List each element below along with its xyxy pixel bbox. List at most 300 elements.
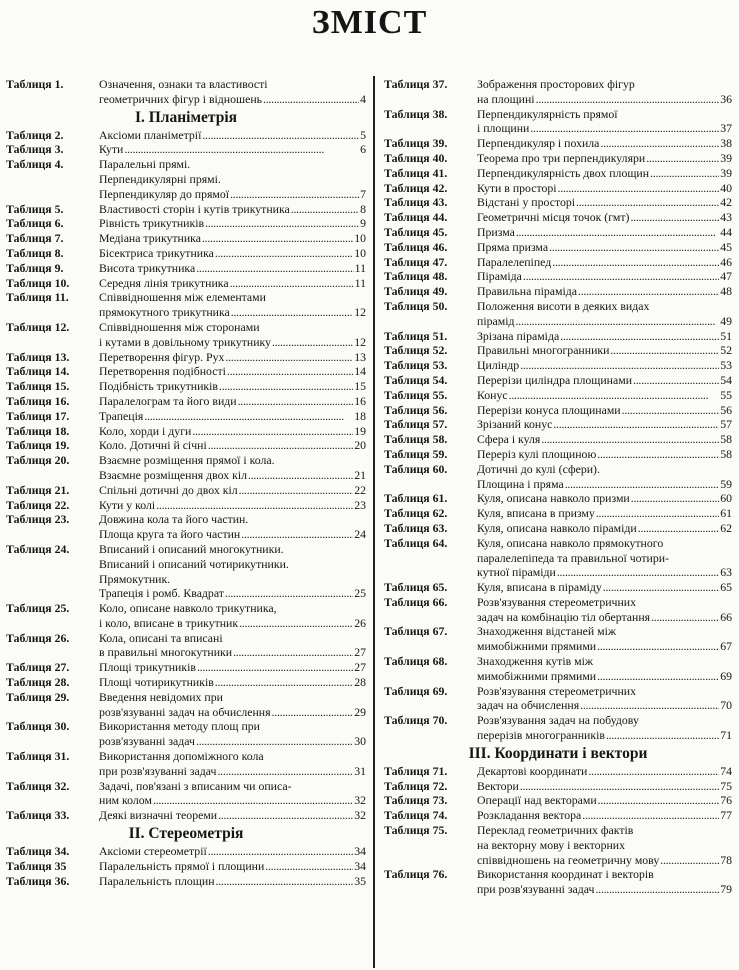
dot-leader: [225, 586, 353, 601]
toc-entry[interactable]: [6, 424, 366, 439]
entry-title-text: на векторну мову і векторних: [477, 837, 626, 852]
toc-entry[interactable]: [6, 276, 366, 291]
entry-title-text: Аксіоми планіметрії: [99, 127, 202, 142]
toc-entry[interactable]: [6, 202, 366, 217]
page-number: 29: [354, 704, 366, 719]
page-number: 47: [720, 269, 732, 284]
page-number: 57: [720, 417, 732, 432]
dot-leader: [557, 565, 719, 580]
section-heading: II. Стереометрія: [128, 825, 244, 843]
dot-leader: [536, 92, 720, 107]
toc-entry[interactable]: [384, 867, 732, 897]
dot-leader: [272, 705, 354, 720]
dot-leader: [248, 468, 353, 483]
entry-line: [477, 136, 732, 151]
entry-line: [477, 698, 732, 713]
entry-title-text: при розв'язуванні задач: [477, 882, 595, 897]
entry-title-text: Задачі, пов'язані з вписаним чи описа-: [99, 778, 292, 793]
entry-title-text: Деякі визначні теореми: [99, 808, 218, 823]
dot-leader: [219, 379, 353, 394]
entry-body: [99, 779, 366, 809]
toc-right-column: [384, 77, 732, 897]
entry-body: [477, 624, 732, 654]
entry-title-text: Перпендикулярність прямої: [477, 106, 618, 121]
dot-leader: [217, 764, 353, 779]
entry-body: [477, 491, 732, 506]
toc-entry[interactable]: [6, 749, 366, 779]
dot-leader: [225, 350, 353, 365]
page-number: 53: [720, 358, 732, 373]
entry-title-text: прямокутного трикутника: [99, 305, 230, 320]
entry-title-text: Кола, описані та вписані: [99, 630, 223, 645]
entry-label: Таблиця 23.: [6, 512, 70, 527]
entry-title-text: Перпендикулярні прямі.: [99, 171, 221, 186]
entry-label: Таблиця 14.: [6, 364, 70, 379]
entry-label: Таблиця 36.: [6, 873, 70, 888]
entry-label: Таблиця 38.: [384, 106, 448, 121]
entry-line: [99, 394, 366, 409]
entry-title-text: Геометричні місця точок (гмт): [477, 210, 630, 225]
toc-entry[interactable]: [384, 195, 732, 210]
entry-title-text: і коло, вписане в трикутник: [99, 615, 239, 630]
toc-entry[interactable]: [384, 225, 732, 240]
toc-entry[interactable]: [384, 299, 732, 329]
toc-entry[interactable]: [6, 542, 366, 601]
toc-entry[interactable]: [6, 874, 366, 889]
entry-body: [99, 320, 366, 350]
entry-label: Таблиця 51.: [384, 328, 448, 343]
entry-title-text: Взаємне розміщення двох кіл: [99, 467, 247, 482]
toc-entry[interactable]: [6, 675, 366, 690]
entry-title-text: Куля, описана навколо прямокутного: [477, 535, 664, 550]
entry-body: [477, 447, 732, 462]
entry-title-text: Положення висоти в деяких видах: [477, 298, 650, 313]
entry-title-text: Перпендикуляр і похила: [477, 136, 600, 151]
toc-entry[interactable]: [384, 793, 732, 808]
entry-line: [99, 335, 366, 350]
entry-line: [477, 299, 732, 314]
page-number: 12: [354, 305, 366, 320]
entry-title-text: Трапеція і ромб. Квадрат: [99, 586, 224, 601]
toc-entry[interactable]: [6, 320, 366, 350]
entry-line: [477, 388, 732, 403]
toc-entry[interactable]: [6, 483, 366, 498]
entry-title-text: Паралелепіпед: [477, 254, 552, 269]
page-number: 28: [354, 675, 366, 690]
toc-entry[interactable]: [6, 394, 366, 409]
entry-line: [99, 438, 366, 453]
entry-label: Таблиця 67.: [384, 624, 448, 639]
entry-body: [477, 580, 732, 595]
entry-label: Таблиця 3.: [6, 142, 64, 157]
page-number: 56: [720, 402, 732, 417]
entry-label: Таблиця 24.: [6, 541, 70, 556]
toc-entry[interactable]: [6, 631, 366, 661]
toc-entry[interactable]: [384, 580, 732, 595]
entry-label: Таблиця 76.: [384, 867, 448, 882]
entry-title-text: Введення невідомих при: [99, 689, 223, 704]
entry-label: Таблиця 61.: [384, 491, 448, 506]
entry-title-text: Площі чотирикутників: [99, 675, 214, 690]
toc-entry[interactable]: [384, 136, 732, 151]
dot-leader: [265, 859, 353, 874]
entry-line: [477, 779, 732, 794]
entry-label: Таблиця 6.: [6, 216, 64, 231]
page-number: 77: [720, 808, 732, 823]
entry-label: Таблиця 46.: [384, 239, 448, 254]
dot-leader: [650, 166, 719, 181]
entry-line: [477, 181, 732, 196]
entry-title-text: розв'язуванні задач: [99, 734, 195, 749]
entry-line: [99, 844, 366, 859]
toc-entry[interactable]: [6, 844, 366, 859]
toc-entry[interactable]: [6, 350, 366, 365]
toc-entry[interactable]: [384, 329, 732, 344]
entry-line: [99, 705, 366, 720]
entry-label: Таблиця 71.: [384, 763, 448, 778]
dot-leader: [520, 358, 719, 373]
toc-entry[interactable]: [6, 231, 366, 246]
dot-leader: [597, 447, 719, 462]
entry-line: [99, 645, 366, 660]
entry-line: [99, 527, 366, 542]
entry-title-text: Зрізаний конус: [477, 417, 553, 432]
entry-body: [477, 151, 732, 166]
entry-label: Таблиця 56.: [384, 402, 448, 417]
entry-label: Таблиця 25.: [6, 601, 70, 616]
toc-entry[interactable]: [6, 379, 366, 394]
dot-leader: [630, 210, 719, 225]
entry-line: [477, 462, 732, 477]
toc-entry[interactable]: [6, 290, 366, 320]
entry-line: [477, 639, 732, 654]
page-number: 27: [354, 645, 366, 660]
entry-title-text: Спільні дотичні до двох кіл: [99, 482, 238, 497]
toc-entry[interactable]: [384, 181, 732, 196]
entry-title-text: Теорема про три перпендикуляри: [477, 150, 646, 165]
entry-title-text: Прямокутник.: [99, 571, 171, 586]
page-number: 43: [720, 210, 732, 225]
page-number: 44: [720, 224, 732, 239]
toc-entry[interactable]: [384, 284, 732, 299]
entry-title-text: Перерізи конуса площинами: [477, 402, 621, 417]
toc-entry[interactable]: [384, 151, 732, 166]
page-number: 13: [354, 349, 366, 364]
page-number: 10: [354, 231, 366, 246]
dot-leader: [622, 403, 720, 418]
page-number: 60: [720, 491, 732, 506]
entry-title-text: Коло, хорди і дуги: [99, 423, 192, 438]
toc-entry[interactable]: [6, 512, 366, 542]
page-number: 23: [354, 497, 366, 512]
toc-entry[interactable]: [6, 364, 366, 379]
dot-leader: [202, 231, 353, 246]
entry-title-text: при розв'язуванні задач: [99, 763, 217, 778]
dot-leader: [509, 388, 720, 403]
toc-entry[interactable]: [6, 808, 366, 823]
entry-title-text: Знаходження відстаней між: [477, 624, 617, 639]
page-number: 12: [354, 334, 366, 349]
entry-label: Таблиця 72.: [384, 778, 448, 793]
entry-body: [99, 483, 366, 498]
entry-body: [477, 255, 732, 270]
page-number: 62: [720, 520, 732, 535]
entry-title-text: Взаємне розміщення прямої і кола.: [99, 453, 275, 468]
entry-line: [477, 166, 732, 181]
entry-label: Таблиця 54.: [384, 372, 448, 387]
entry-title-text: Паралельні прямі.: [99, 157, 191, 172]
entry-body: [477, 823, 732, 867]
dot-leader: [578, 284, 719, 299]
entry-label: Таблиця 27.: [6, 660, 70, 675]
toc-entry[interactable]: [6, 246, 366, 261]
page-number: 34: [354, 844, 366, 859]
entry-title-text: Розв'язування стереометричних: [477, 683, 637, 698]
entry-body: [99, 290, 366, 320]
entry-line: [99, 92, 366, 107]
page-number: 36: [720, 91, 732, 106]
entry-title-text: Куля, вписана в піраміду: [477, 580, 602, 595]
toc-entry[interactable]: [6, 157, 366, 201]
toc-entry[interactable]: [6, 216, 366, 231]
page-number: 9: [360, 216, 366, 231]
toc-entry[interactable]: [384, 240, 732, 255]
toc-entry[interactable]: [384, 269, 732, 284]
entry-label: Таблиця 21.: [6, 482, 70, 497]
entry-line: [99, 246, 366, 261]
dot-leader: [520, 779, 719, 794]
entry-body: [99, 231, 366, 246]
toc-entry[interactable]: [384, 536, 732, 580]
entry-line: [99, 364, 366, 379]
toc-entry[interactable]: [6, 779, 366, 809]
entry-title-text: Конус: [477, 387, 508, 402]
entry-body: [477, 462, 732, 492]
toc-entry[interactable]: [384, 358, 732, 373]
entry-label: Таблиця 62.: [384, 506, 448, 521]
toc-entry[interactable]: [384, 654, 732, 684]
toc-entry[interactable]: [384, 521, 732, 536]
toc-entry[interactable]: [6, 77, 366, 107]
entry-title-text: Знаходження кутів між: [477, 654, 594, 669]
entry-line: [477, 684, 732, 699]
entry-line: [99, 142, 366, 157]
page-number: 30: [354, 734, 366, 749]
toc-entry[interactable]: [6, 409, 366, 424]
entry-title-text: розв'язуванні задач на обчислення: [99, 704, 271, 719]
entry-body: [99, 128, 366, 143]
toc-entry[interactable]: [384, 447, 732, 462]
dot-leader: [272, 335, 353, 350]
entry-title-text: в правильні многокутники: [99, 645, 233, 660]
toc-entry[interactable]: [384, 491, 732, 506]
toc-entry[interactable]: [384, 255, 732, 270]
entry-title-text: Площі трикутників: [99, 660, 196, 675]
toc-entry[interactable]: [384, 624, 732, 654]
entry-body: [477, 654, 732, 684]
entry-body: [477, 284, 732, 299]
dot-leader: [595, 882, 719, 897]
entry-title-text: Кути в просторі: [477, 180, 557, 195]
page-number: 78: [720, 852, 732, 867]
toc-entry[interactable]: [384, 808, 732, 823]
dot-leader: [603, 580, 719, 595]
entry-line: [99, 808, 366, 823]
page-number: 19: [354, 423, 366, 438]
toc-entry[interactable]: [384, 77, 732, 107]
toc-entry[interactable]: [384, 388, 732, 403]
dot-leader: [215, 246, 353, 261]
entry-label: Таблиця 65.: [384, 580, 448, 595]
entry-body: [99, 512, 366, 542]
toc-left-column: [6, 77, 366, 888]
toc-entry[interactable]: [6, 660, 366, 675]
entry-line: [99, 631, 366, 646]
entry-body: [477, 403, 732, 418]
entry-title-text: мимобіжними прямими: [477, 639, 597, 654]
page-number: 6: [360, 142, 366, 157]
entry-body: [99, 874, 366, 889]
entry-body: [99, 246, 366, 261]
entry-line: [99, 424, 366, 439]
entry-label: Таблиця 28.: [6, 675, 70, 690]
dot-leader: [530, 121, 719, 136]
page-number: 45: [720, 239, 732, 254]
entry-body: [477, 107, 732, 137]
toc-entry[interactable]: [384, 166, 732, 181]
toc-entry[interactable]: [6, 261, 366, 276]
entry-title-text: Відстані у просторі: [477, 195, 576, 210]
entry-line: [99, 601, 366, 616]
entry-title-text: Перпендикулярність двох площин: [477, 165, 650, 180]
toc-entry[interactable]: [6, 719, 366, 749]
entry-label: Таблиця 2.: [6, 127, 64, 142]
toc-entry[interactable]: [6, 438, 366, 453]
column-divider: [373, 76, 375, 968]
entry-line: [477, 329, 732, 344]
entry-title-text: Трапеція: [99, 408, 144, 423]
entry-line: [99, 468, 366, 483]
page-number: 16: [354, 393, 366, 408]
toc-entry[interactable]: [6, 142, 366, 157]
entry-title-text: Куля, вписана в призму: [477, 506, 595, 521]
entry-label: Таблиця 59.: [384, 446, 448, 461]
entry-label: Таблиця 37.: [384, 77, 448, 91]
toc-entry[interactable]: [384, 823, 732, 867]
entry-line: [477, 551, 732, 566]
entry-body: [99, 409, 366, 424]
entry-line: [477, 477, 732, 492]
entry-body: [477, 225, 732, 240]
page-number: 20: [354, 438, 366, 453]
entry-body: [99, 601, 366, 631]
entry-line: [477, 343, 732, 358]
entry-label: Таблиця 9.: [6, 260, 64, 275]
entry-body: [99, 719, 366, 749]
entry-line: [99, 276, 366, 291]
entry-line: [477, 121, 732, 136]
toc-entry[interactable]: [384, 779, 732, 794]
entry-title-text: задач на обчислення: [477, 698, 580, 713]
entry-body: [99, 542, 366, 601]
toc-entry[interactable]: [384, 595, 732, 625]
dot-leader: [291, 202, 359, 217]
toc-entry[interactable]: [384, 417, 732, 432]
dot-leader: [596, 506, 719, 521]
toc-entry[interactable]: [384, 210, 732, 225]
toc-entry[interactable]: [6, 601, 366, 631]
entry-body: [99, 157, 366, 201]
entry-line: [477, 823, 732, 838]
toc-entry[interactable]: [384, 462, 732, 492]
toc-entry[interactable]: [6, 498, 366, 513]
entry-label: Таблиця 4.: [6, 157, 64, 172]
entry-title-text: Означення, ознаки та властивості: [99, 77, 268, 91]
entry-label: Таблиця 20.: [6, 453, 70, 468]
toc-entry[interactable]: [6, 453, 366, 483]
entry-line: [99, 453, 366, 468]
entry-line: [99, 557, 366, 572]
toc-entry[interactable]: [384, 684, 732, 714]
toc-entry[interactable]: [384, 373, 732, 388]
toc-entry[interactable]: [384, 506, 732, 521]
entry-body: [477, 684, 732, 714]
entry-label: Таблиця 39.: [384, 136, 448, 151]
toc-entry[interactable]: [384, 764, 732, 779]
entry-line: [477, 195, 732, 210]
toc-entry[interactable]: [6, 128, 366, 143]
page-number: 67: [720, 639, 732, 654]
entry-label: Таблиця 40.: [384, 150, 448, 165]
entry-line: [99, 261, 366, 276]
entry-body: [99, 859, 366, 874]
dot-leader: [241, 527, 353, 542]
toc-entry[interactable]: [6, 690, 366, 720]
entry-title-text: Довжина кола та його частин.: [99, 512, 249, 527]
page-number: 49: [720, 313, 732, 328]
entry-line: [99, 379, 366, 394]
toc-entry[interactable]: [6, 859, 366, 874]
entry-title-text: Куля, описана навколо піраміди: [477, 520, 637, 535]
page-number: 59: [720, 476, 732, 491]
entry-title-text: Дотичні до кулі (сфери).: [477, 461, 600, 476]
entry-body: [99, 498, 366, 513]
entry-title-text: Висота трикутника: [99, 260, 196, 275]
entry-title-text: мимобіжними прямими: [477, 668, 597, 683]
page-number: 61: [720, 506, 732, 521]
entry-line: [477, 713, 732, 728]
dot-leader: [230, 276, 354, 291]
dot-leader: [202, 128, 359, 143]
entry-body: [477, 269, 732, 284]
entry-title-text: задач на комбінацію тіл обертання: [477, 609, 651, 624]
toc-entry[interactable]: [384, 107, 732, 137]
dot-leader: [553, 417, 719, 432]
page-number: 22: [354, 482, 366, 497]
toc-entry[interactable]: [384, 343, 732, 358]
entry-line: [99, 859, 366, 874]
entry-label: Таблиця 74.: [384, 808, 448, 823]
entry-line: [477, 882, 732, 897]
dot-leader: [263, 92, 359, 107]
toc-entry[interactable]: [384, 713, 732, 743]
entry-label: Таблиця 63.: [384, 520, 448, 535]
entry-label: Таблиця 12.: [6, 319, 70, 334]
toc-entry[interactable]: [384, 432, 732, 447]
toc-entry[interactable]: [384, 403, 732, 418]
entry-body: [477, 521, 732, 536]
entry-label: Таблиця 45.: [384, 224, 448, 239]
